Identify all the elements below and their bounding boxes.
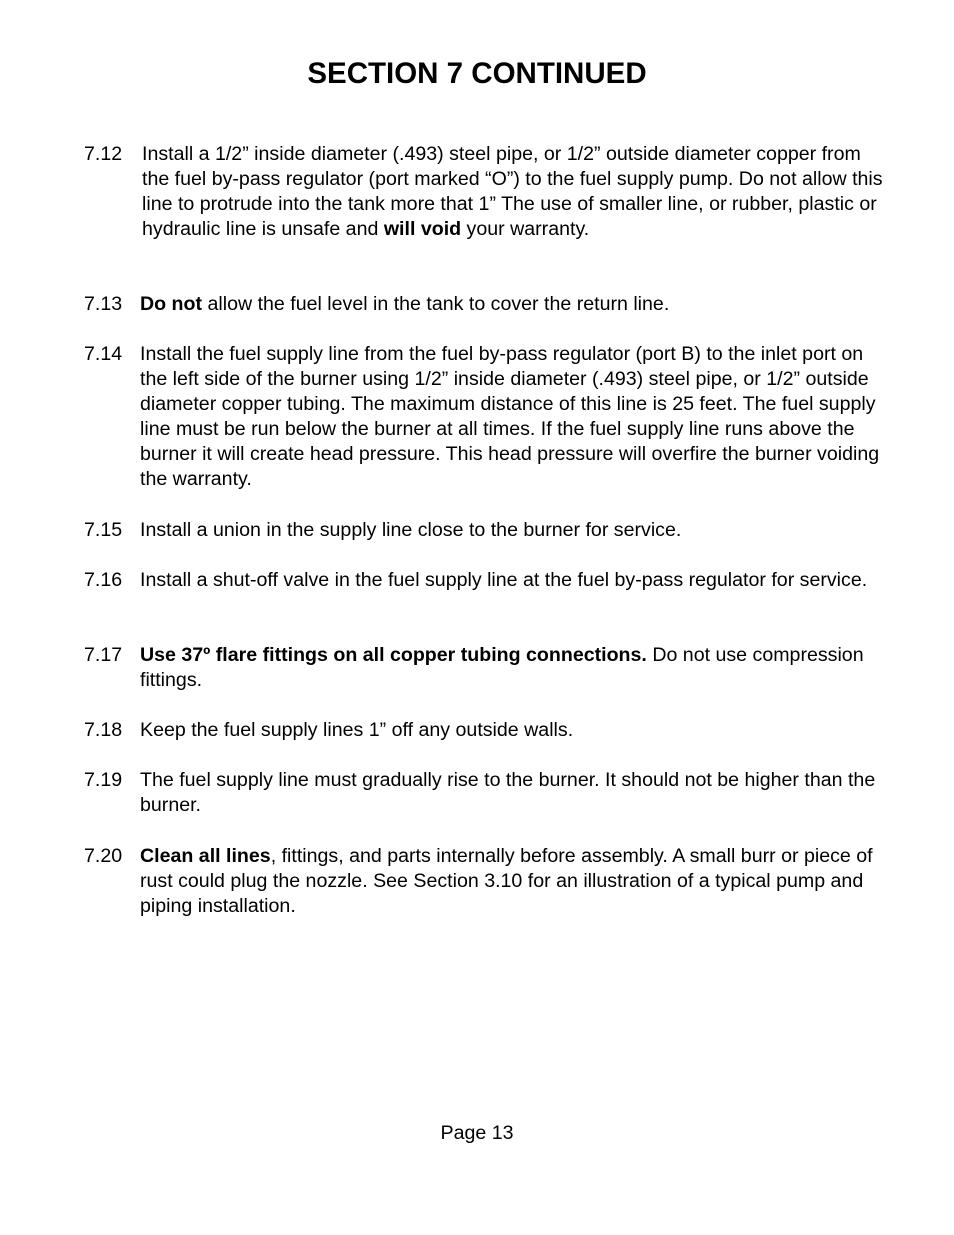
item-body — [140, 844, 884, 919]
item-number: 7.20 — [84, 845, 123, 867]
section-item-7-15 — [84, 518, 884, 543]
section-item-7-12 — [84, 142, 884, 242]
item-text: , fittings, and parts internally before assembly. A small burr or piece of rust could plug the nozzle. See Section 3.10 for an illustration of a typical pump and piping installation. — [140, 845, 873, 917]
page-title: SECTION 7 CONTINUED — [307, 57, 647, 90]
section-item-7-16 — [84, 568, 884, 593]
item-text: Do not use compression fittings. — [140, 644, 864, 691]
item-number: 7.19 — [84, 769, 123, 791]
item-body — [140, 342, 884, 492]
section-item-7-20 — [84, 844, 884, 919]
item-body — [140, 768, 884, 818]
section-item-7-18 — [84, 718, 884, 743]
item-text: Keep the fuel supply lines 1” off any outside walls. — [140, 719, 574, 741]
item-text: Install a shut-off valve in the fuel supply line at the fuel by-pass regulator for service. — [140, 569, 868, 591]
item-tail: your warranty. — [461, 218, 590, 240]
item-body — [140, 718, 884, 743]
item-body — [140, 568, 884, 593]
item-number: 7.12 — [84, 143, 123, 165]
item-bold-lead: Clean all lines — [140, 845, 271, 867]
item-bold-lead: Do not — [140, 293, 203, 315]
item-number: 7.18 — [84, 719, 123, 741]
item-body — [140, 518, 884, 543]
section-item-7-13 — [84, 292, 884, 317]
item-text: The fuel supply line must gradually rise to the burner. It should not be higher than the burner. — [140, 769, 876, 816]
item-text: allow the fuel level in the tank to cover the return line. — [202, 293, 670, 315]
item-bold-tail: will void — [383, 218, 462, 240]
item-text: Install a 1/2” inside diameter (.493) steel pipe, or 1/2” outside diameter copper from the fuel by-pass regulator (port marked “O”) to the fuel supply pump. Do not allow this line to protrude into the tank more that 1” The use of smaller line, or rubber, plastic or hydraulic line is unsafe and — [142, 143, 883, 240]
section-item-7-17 — [84, 643, 884, 693]
item-body — [140, 292, 884, 317]
item-number: 7.14 — [84, 343, 123, 365]
item-body — [140, 643, 884, 693]
section-item-7-19 — [84, 768, 884, 818]
item-number: 7.15 — [84, 519, 123, 541]
item-number: 7.17 — [84, 644, 123, 666]
item-bold-lead: Use 37º flare fittings on all copper tubing connections. — [140, 644, 647, 666]
item-number: 7.16 — [84, 569, 123, 591]
page-number: Page 13 — [440, 1122, 514, 1144]
item-text: Install the fuel supply line from the fuel by-pass regulator (port B) to the inlet port on the left side of the burner using 1/2” inside diameter (.493) steel pipe, or 1/2” outside diameter copper tubing. The maximum distance of this line is 25 feet. The fuel supply line must be run below the burner at all times. If the fuel supply line runs above the burner it will create head pressure. This head pressure will overfire the burner voiding the warranty. — [140, 343, 880, 490]
item-number: 7.13 — [84, 293, 123, 315]
item-text: Install a union in the supply line close to the burner for service. — [140, 519, 682, 541]
item-body — [142, 142, 884, 242]
section-item-7-14 — [84, 342, 884, 492]
